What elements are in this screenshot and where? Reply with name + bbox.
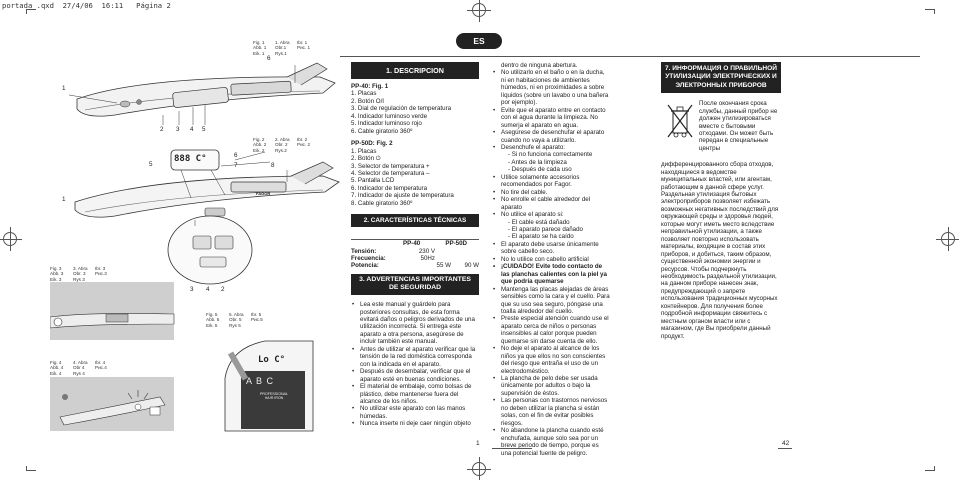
fig2-callout: 6 (234, 152, 238, 159)
fig2-callout: 8 (271, 162, 275, 169)
warning-item: • Preste especial atención cuando use el aparato cerca de niños o personas insensibles al calor porque pueden quemarse sin darse cuenta de ello. (492, 315, 610, 345)
fig5-abc-buttons: A B C (246, 376, 275, 386)
warning-item: • No tire del cable. (492, 189, 610, 196)
ru-intro-line: отходами. Он может быть (699, 130, 774, 138)
fig1-callout: 3 (176, 126, 180, 133)
pp40-heading: PP-40: Fig. 1 (351, 83, 389, 90)
fig2-caption-cz: 2. Abra Obr. 2 Rys.2 (275, 137, 290, 153)
warning-item: • No lo utilice con cabello artificial (492, 256, 610, 263)
spec-value: 90 W (464, 262, 479, 270)
crop-mark (925, 466, 935, 471)
es-column-1 (351, 62, 479, 428)
ru-intro-line: центры (699, 144, 721, 152)
fig5-lcd-display: Lo C° (258, 355, 286, 365)
fig2-callout: 2 (221, 286, 225, 293)
fig5-caption-es: Fig. 5 Abb. 5 Eik. 5 (206, 312, 220, 328)
spec-row (351, 262, 479, 269)
fig1-straightener-drawing (55, 55, 345, 135)
fig1-callout: 1 (62, 85, 66, 92)
pp40-item: 3. Dial de regulación de temperatura (351, 105, 452, 113)
spec-value: 55 W (436, 262, 451, 270)
fig4-caption-es: Fig. 4 Abb. 4 Eik. 4 (50, 360, 64, 376)
ru-section-7-title: 7. ИНФОРМАЦИЯ О ПРАВИЛЬНОЙ УТИЛИЗАЦИИ ЭЛЕКТРИЧЕСКИХ И ЭЛЕКТРОННЫХ ПРИБОРОВ (661, 62, 781, 93)
pp40-item: 6. Cable giratorio 360º (351, 127, 413, 135)
warning-item: - El aparato se ha caído (508, 233, 574, 241)
fig1-callout: 2 (160, 126, 164, 133)
fig1-callout: 4 (190, 126, 194, 133)
registration-mark-top (472, 3, 486, 17)
warning-item: - Después de cada uso (508, 166, 572, 174)
spec-value (451, 248, 479, 255)
warning-item: • El aparato debe usarse únicamente sobre cabello seco. (492, 241, 610, 256)
registration-mark-left (3, 232, 17, 246)
top-rule (340, 56, 920, 57)
spec-value: 50Hz (420, 255, 435, 263)
warning-item: • Asegúrese de desenchufar el aparato cuando no vaya a utilizarlo. (492, 129, 610, 144)
spec-header-row (351, 240, 479, 247)
pp50-item: 7. Indicador de ajuste de temperatura (351, 192, 454, 200)
fig5-caption-ru: Ibr. 5 Pиc.5 (251, 312, 263, 323)
fig5-product-label: PROFESSIONAL HAIR IRON (260, 392, 288, 401)
ru-intro-line: службы, данный прибор не (699, 107, 778, 115)
fig3-caption-es: Fig. 3 Abb. 3 Eik. 3 (50, 266, 64, 282)
warning-item: • No abandone la plancha cuando esté enchufada, aunque solo sea por un breve periodo de tiempo, porque es una potencial fuente de peligro. (492, 427, 610, 457)
pp50-item: 2. Botón ⏻ (351, 155, 381, 163)
fig1-caption-es: Fig. 1 Abb. 1 Eik. 1 (253, 40, 267, 56)
fig3-drawing (50, 282, 175, 342)
spec-row (351, 255, 479, 262)
warning-item: • Antes de utilizar el aparato verificar que la tensión de la red doméstica corresponda con la indicada en el aparato. (351, 346, 479, 368)
warning-item: • Las personas con trastornos nerviosos no deben utilizar la plancha si están solas, con el fin de evitar posibles riesgos. (492, 397, 610, 427)
warning-item: • Después de desembalar, verificar que el aparato esté en buenas condiciones. (351, 368, 479, 383)
warning-item: • Desenchufe el aparato: (492, 144, 610, 151)
crop-mark (925, 9, 935, 14)
crop-mark (26, 9, 36, 14)
fig4-caption-cz: 4. Abra Obr 4 Rys 4 (73, 360, 88, 376)
warning-item: • No deje el aparato al alcance de los niños ya que ellos no son conscientes del riesgo que entraña el uso de un electrodoméstico. (492, 345, 610, 375)
fig3-caption-cz: 3. Abra Obr. 3 Rys 3 (73, 266, 88, 282)
page-number-es: 1 (476, 440, 480, 447)
fig1-caption-cz: 1. Abra Obr.1 Rys.1 (275, 40, 290, 56)
fig1-caption-ru: Ibr. 1 Pиc. 1 (297, 40, 311, 51)
warning-item: • No utilice el aparato si: (492, 211, 610, 218)
fig2-brand-logo: FAGOR (256, 191, 271, 196)
warning-item: • No utilizarlo en el baño o en la ducha, ni en habitaciones de ambientes húmedos, ni en proximidades a sobre líquidos (sobre un lavabo o una bañera por ejemplo). (492, 69, 610, 106)
fig2-callout: 1 (62, 196, 66, 203)
spec-label: Tensión: (351, 247, 377, 255)
fig2-caption-es: Fig. 2 Abb. 2 Eik. 2 (253, 137, 267, 153)
pp40-item: 4. Indicador luminoso verde (351, 112, 428, 120)
spec-col-pp40: PP-40 (403, 240, 421, 248)
warning-item: • Utilice solamente accesorios recomendados por Fagor. (492, 174, 610, 189)
registration-mark-bottom (472, 462, 486, 476)
ru-body-text: дифференцированного сбора отходов, находящиеся в ведомстве муниципальных властей, или агентам, работающим в данной сфере услуг. Раздельная утилизация бытовых электроприборов позволяет избежать возможных негативных последствий для окружающей среды и здоровья людей, которые могут иметь место вследствие неправильной утилизации, а также позволяет повторно использовать материалы, входящие в состав этих приборов, и добиться, таким образом, существенной экономии энергии и ресурсов. Чтобы подчеркнуть необходимость раздельной утилизации, на данном приборе нанесен знак, предупреждающий о запрете использования традиционных мусорных контейнеров. Для получения более подробной информации свяжитесь с местным органом власти или с магазином, где Вы приобрели данный продукт. (661, 161, 779, 340)
warning-item: • No enrolle el cable alrededor del aparato (492, 196, 610, 211)
fig3-caption-ru: Ibr. 3 Pиc.3 (95, 266, 107, 277)
fig2-callout: 4 (206, 286, 210, 293)
warning-item: • Evite que el aparato entre en contacto con el agua durante la limpieza. No sumerja el aparato en agua. (492, 107, 610, 129)
warning-continuation: dentro de ninguna abertura. (501, 62, 578, 69)
spec-value (451, 255, 479, 262)
ru-intro-line: вместе с бытовыми (699, 122, 756, 130)
spec-label: Potencia: (351, 262, 379, 270)
fig5-caption-cz: 5. Abra Obr. 5 Rys 5 (229, 312, 244, 328)
warning-item: - Antes de la limpieza (508, 158, 567, 166)
section-3-title: 3. ADVERTENCIAS IMPORTANTES DE SEGURIDAD (351, 274, 479, 295)
spec-value: 230 V (418, 247, 435, 255)
pp50-heading: PP-50D: Fig. 2 (351, 140, 393, 148)
fig2-callout: 3 (190, 286, 194, 293)
ru-intro-line: должен утилизироваться (699, 115, 771, 123)
pp50-item: 4. Selector de temperatura – (351, 169, 430, 177)
page-number-rule (778, 448, 792, 449)
warning-item: • El material de embalaje, como bolsas de plástico, debe mantenerse fuera del alcance de los niños. (351, 383, 479, 405)
section-1-title: 1. DESCRIPCION (351, 62, 479, 79)
pp50-item: 1. Placas (351, 147, 377, 155)
warning-item: - El aparato parece dañado (508, 225, 583, 233)
crop-mark (26, 466, 36, 471)
pp50-item: 6. Indicador de temperatura (351, 184, 428, 192)
pp50-item: 8. Cable giratorio 360º (351, 199, 413, 207)
warning-item: • No utilizar este aparato con las manos húmedas. (351, 405, 479, 420)
pp40-item: 2. Botón O/I (351, 97, 385, 105)
print-header: portada .qxd 27/4/06 16:11 Página 2 (2, 1, 171, 10)
warning-item: • Lea este manual y guárdelo para posteriores consultas, de esta forma evitará daños o peligros derivados de una utilización incorrecta. Si entrega este aparato a otra persona, asegúrese de incluir también este manual. (351, 301, 479, 346)
fig2-lcd-display: 888 C° (174, 154, 207, 164)
spec-row (351, 248, 479, 255)
fig1-callout: 6 (267, 55, 271, 62)
crossed-bin-icon (665, 101, 695, 141)
spec-col-pp50: PP-50D (445, 240, 467, 248)
fig2-callout: 5 (149, 161, 153, 168)
registration-mark-right (941, 232, 955, 246)
warning-list (492, 69, 610, 457)
fig4-drawing (50, 377, 175, 432)
warning-item: • Nunca inserte ni deje caer ningún objeto (351, 420, 479, 427)
fig4-caption-ru: Ibr. 4 Pиc.4 (95, 360, 107, 371)
spec-label: Frecuencia: (351, 255, 386, 263)
ru-intro-line: передан в специальные (699, 137, 769, 145)
warning-item: • La plancha de pelo debe ser usada únicamente por adultos o bajo la supervisión de éstos. (492, 375, 610, 397)
page-number-ru: 42 (782, 440, 790, 447)
warning-item: - El cable está dañado (508, 218, 570, 226)
es-column-2 (492, 62, 610, 457)
fig2-callout: 7 (234, 162, 238, 169)
pp50-item: 3. Selector de temperatura + (351, 162, 430, 170)
ru-intro-line: После окончания срока (699, 100, 767, 108)
page-number-rule (492, 448, 532, 449)
ru-column (661, 62, 781, 340)
warning-item: - Si no funciona correctamente (508, 151, 593, 159)
warning-item: • Mantenga las placas alejadas de áreas sensibles como la cara y el cuello. Para que su uso sea seguro, póngase una toalla alrededor del cuello. (492, 286, 610, 316)
pp40-item: 1. Placas (351, 90, 377, 98)
pp40-item: 5. Indicador luminoso rojo (351, 120, 422, 128)
pp50-item: 5. Pantalla LCD (351, 177, 395, 185)
language-badge-es: ES (456, 33, 502, 49)
warning-item: • ¡CUIDADO! Evite todo contacto de las planchas calientes con la piel ya que podría quemarse (492, 263, 610, 285)
section-2-title: 2. CARACTERÍSTICAS TÉCNICAS (351, 214, 479, 227)
fig1-callout: 5 (202, 126, 206, 133)
fig2-caption-ru: Ibr. 2 Pиc. 2 (297, 137, 311, 148)
